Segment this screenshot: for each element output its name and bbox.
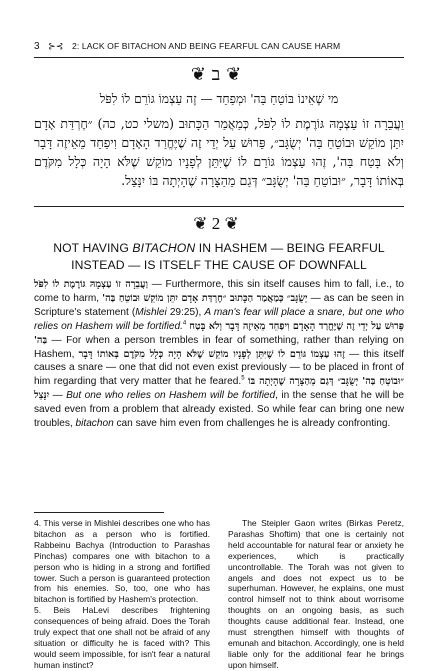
- footnote-rule: [34, 512, 164, 513]
- footnote-5: 5. Beis HaLevi describes frightening consequences of being afraid. Does the Torah truly expect that one shall not be afraid of any situation or difficulty he is faced with? This would seem impossible, for isn't fear a natural human instinct?: [34, 605, 210, 670]
- body-text: — this itself causes a snare — one that did not even exist previously — to be placed in front of him regarding that very matter that he feared.: [34, 348, 405, 388]
- hebrew-phrase: פֵּרוּשׁ עַל יְדֵי זֶה שֶׁיֶּחֱרַד הָאָדָם וִיפַחֵד מֵאֵיזֶה דָּבָר וְלֹא בָּטַח בַּה': [34, 320, 404, 346]
- footnote-4: 4. This verse in Mishlei describes one who has bitachon as a person who is fortified. Rabbeinu Bachya (Introduction to Parashas Pinchas) compares one with bitachon to a person who is hiding in a strong and fortified tower. Such a person is guaranteed protection from his enemies. So, too, one who has bitachon is fortified by Hashem's protection.: [34, 518, 210, 605]
- title-line-2: INSTEAD — IS ITSELF THE CAUSE OF DOWNFALL: [71, 258, 367, 272]
- body-text: — Furthermore, this sin itself causes him to fall, i.e., to come to harm,: [34, 279, 404, 304]
- body-text: can save him even from challenges he is already confronting.: [113, 418, 391, 430]
- english-section-title: [34, 240, 404, 274]
- hebrew-phrase: כְּמַאֲמַר הַכָּתוּב ״חֶרְדַּת אָדָם יִתֵּן מוֹקֵשׁ וּבוֹטֵחַ בַּה': [102, 292, 284, 304]
- footnote-ref[interactable]: 5: [241, 375, 245, 382]
- header-rule: [34, 57, 404, 58]
- body-text: —: [49, 390, 67, 402]
- verse-quote: But one who relies on Hashem will be fortified: [66, 390, 276, 402]
- hebrew-phrase: זֶהוּ עַצְמוֹ גּוֹרֵם לוֹ שֶׁיִּתֵּן לְפָנָיו מוֹקֵשׁ שֶׁלֹּא הָיָה כְּלָל מִקֹּדֶם בְּאוֹתוֹ דָּבָר: [78, 348, 345, 360]
- body-text: — For when a person trembles in fear of something, rather than relying on Hashem,: [34, 334, 404, 360]
- english-body-text: [34, 278, 404, 431]
- citation: Mishlei: [135, 306, 167, 318]
- footnote-ref[interactable]: 4: [182, 320, 187, 327]
- hebrew-phrase: ״וּבוֹטֵחַ בַּה' יְשֻׂגָּב״ דְּגַם מֵהַצָּרָה שֶׁהָיְתָה בּוֹ יִנָּצֵל: [34, 376, 404, 402]
- page-number: 3: [34, 41, 40, 52]
- chapter-title: 2: LACK OF BITACHON AND BEING FEARFUL CAN CAUSE HARM: [71, 41, 341, 51]
- ornament-icon: ⊱⊰: [48, 42, 64, 52]
- running-header: [34, 41, 404, 55]
- hebrew-section-title: מי שֶׁאֵינוֹ בּוֹטֵחַ בַּה' וּמְפַחֵד — זֶה עַצְמוֹ גּוֹרֵם לוֹ לִפֹּל: [99, 92, 339, 106]
- english-section-marker: ❦ 2 ❦: [193, 214, 239, 233]
- footnote-5-continued: The Steipler Gaon writes (Birkas Peretz, Parashas Shoftim) that one is certainly not held accountable for natural fear or anxiety he experiences, which is practically uncontrollable. The Torah was not given to angels and does not expect us to be superhuman. However, he explains, one must control himself not to think about worrisome thoughts on an ongoing basis, as such thoughts cause additional fear. Instead, one must strengthen himself with thoughts of emunah and bitachon. Accordingly, one is held liable only for the additional fear he brings upon himself.: [228, 518, 404, 670]
- title-italic: BITACHON: [132, 241, 196, 255]
- term-italic: bitachon: [75, 418, 114, 430]
- body-text: , in the sense that he will be saved even from a problem that already existed. So while fear can bring one new troubles,: [34, 390, 404, 430]
- hebrew-phrase: וַעֲבֵרָה זוֹ עַצְמָהּ גּוֹרֶמֶת לוֹ לִפֹּל: [34, 279, 148, 290]
- section-divider: [34, 206, 404, 207]
- hebrew-section-marker: ❦ ב ❦: [190, 64, 242, 85]
- title-part: NOT HAVING: [53, 241, 133, 255]
- body-text: 29:25),: [166, 306, 205, 318]
- verse-quote: A man's fear will place a snare, but one who relies on Hashem will be fortified.: [34, 306, 404, 332]
- body-text: — as can be seen in Scripture's statement (: [34, 292, 404, 318]
- hebrew-phrase: יְשֻׂגָּב״: [286, 292, 308, 304]
- title-part: IN HASHEM — BEING FEARFUL: [195, 241, 385, 255]
- hebrew-body-text: וַעֲבֵרָה זוֹ עַצְמָהּ גּוֹרֶמֶת לוֹ לִפֹּל, כְּמַאֲמַר הַכָּתוּב (משלי כט, כה) ״חֶרְדַּת אָדָם יִתֵּן מוֹקֵשׁ וּבוֹטֵחַ בַּה' יְשֻׂגָּב״, פֵּרוּשׁ עַל יְדֵי זֶה שֶׁיֶּחֱרַד הָאָדָם וִיפַחֵד מֵאֵיזֶה דָּבָר וְלֹא בָּטַח בַּה', זֶהוּ עַצְמוֹ גּוֹרֵם לוֹ שֶׁיִּתֵּן לְפָנָיו מוֹקֵשׁ שֶׁלֹּא הָיָה כְּלָל מִקֹּדֶם בְּאוֹתוֹ דָּבָר, ״וּבוֹטֵחַ בַּה' יְשֻׂגָּב״ דְּגַם מֵהַצָּרָה שֶׁהָיְתָה בּוֹ יִנָּצֵל.: [34, 116, 404, 188]
